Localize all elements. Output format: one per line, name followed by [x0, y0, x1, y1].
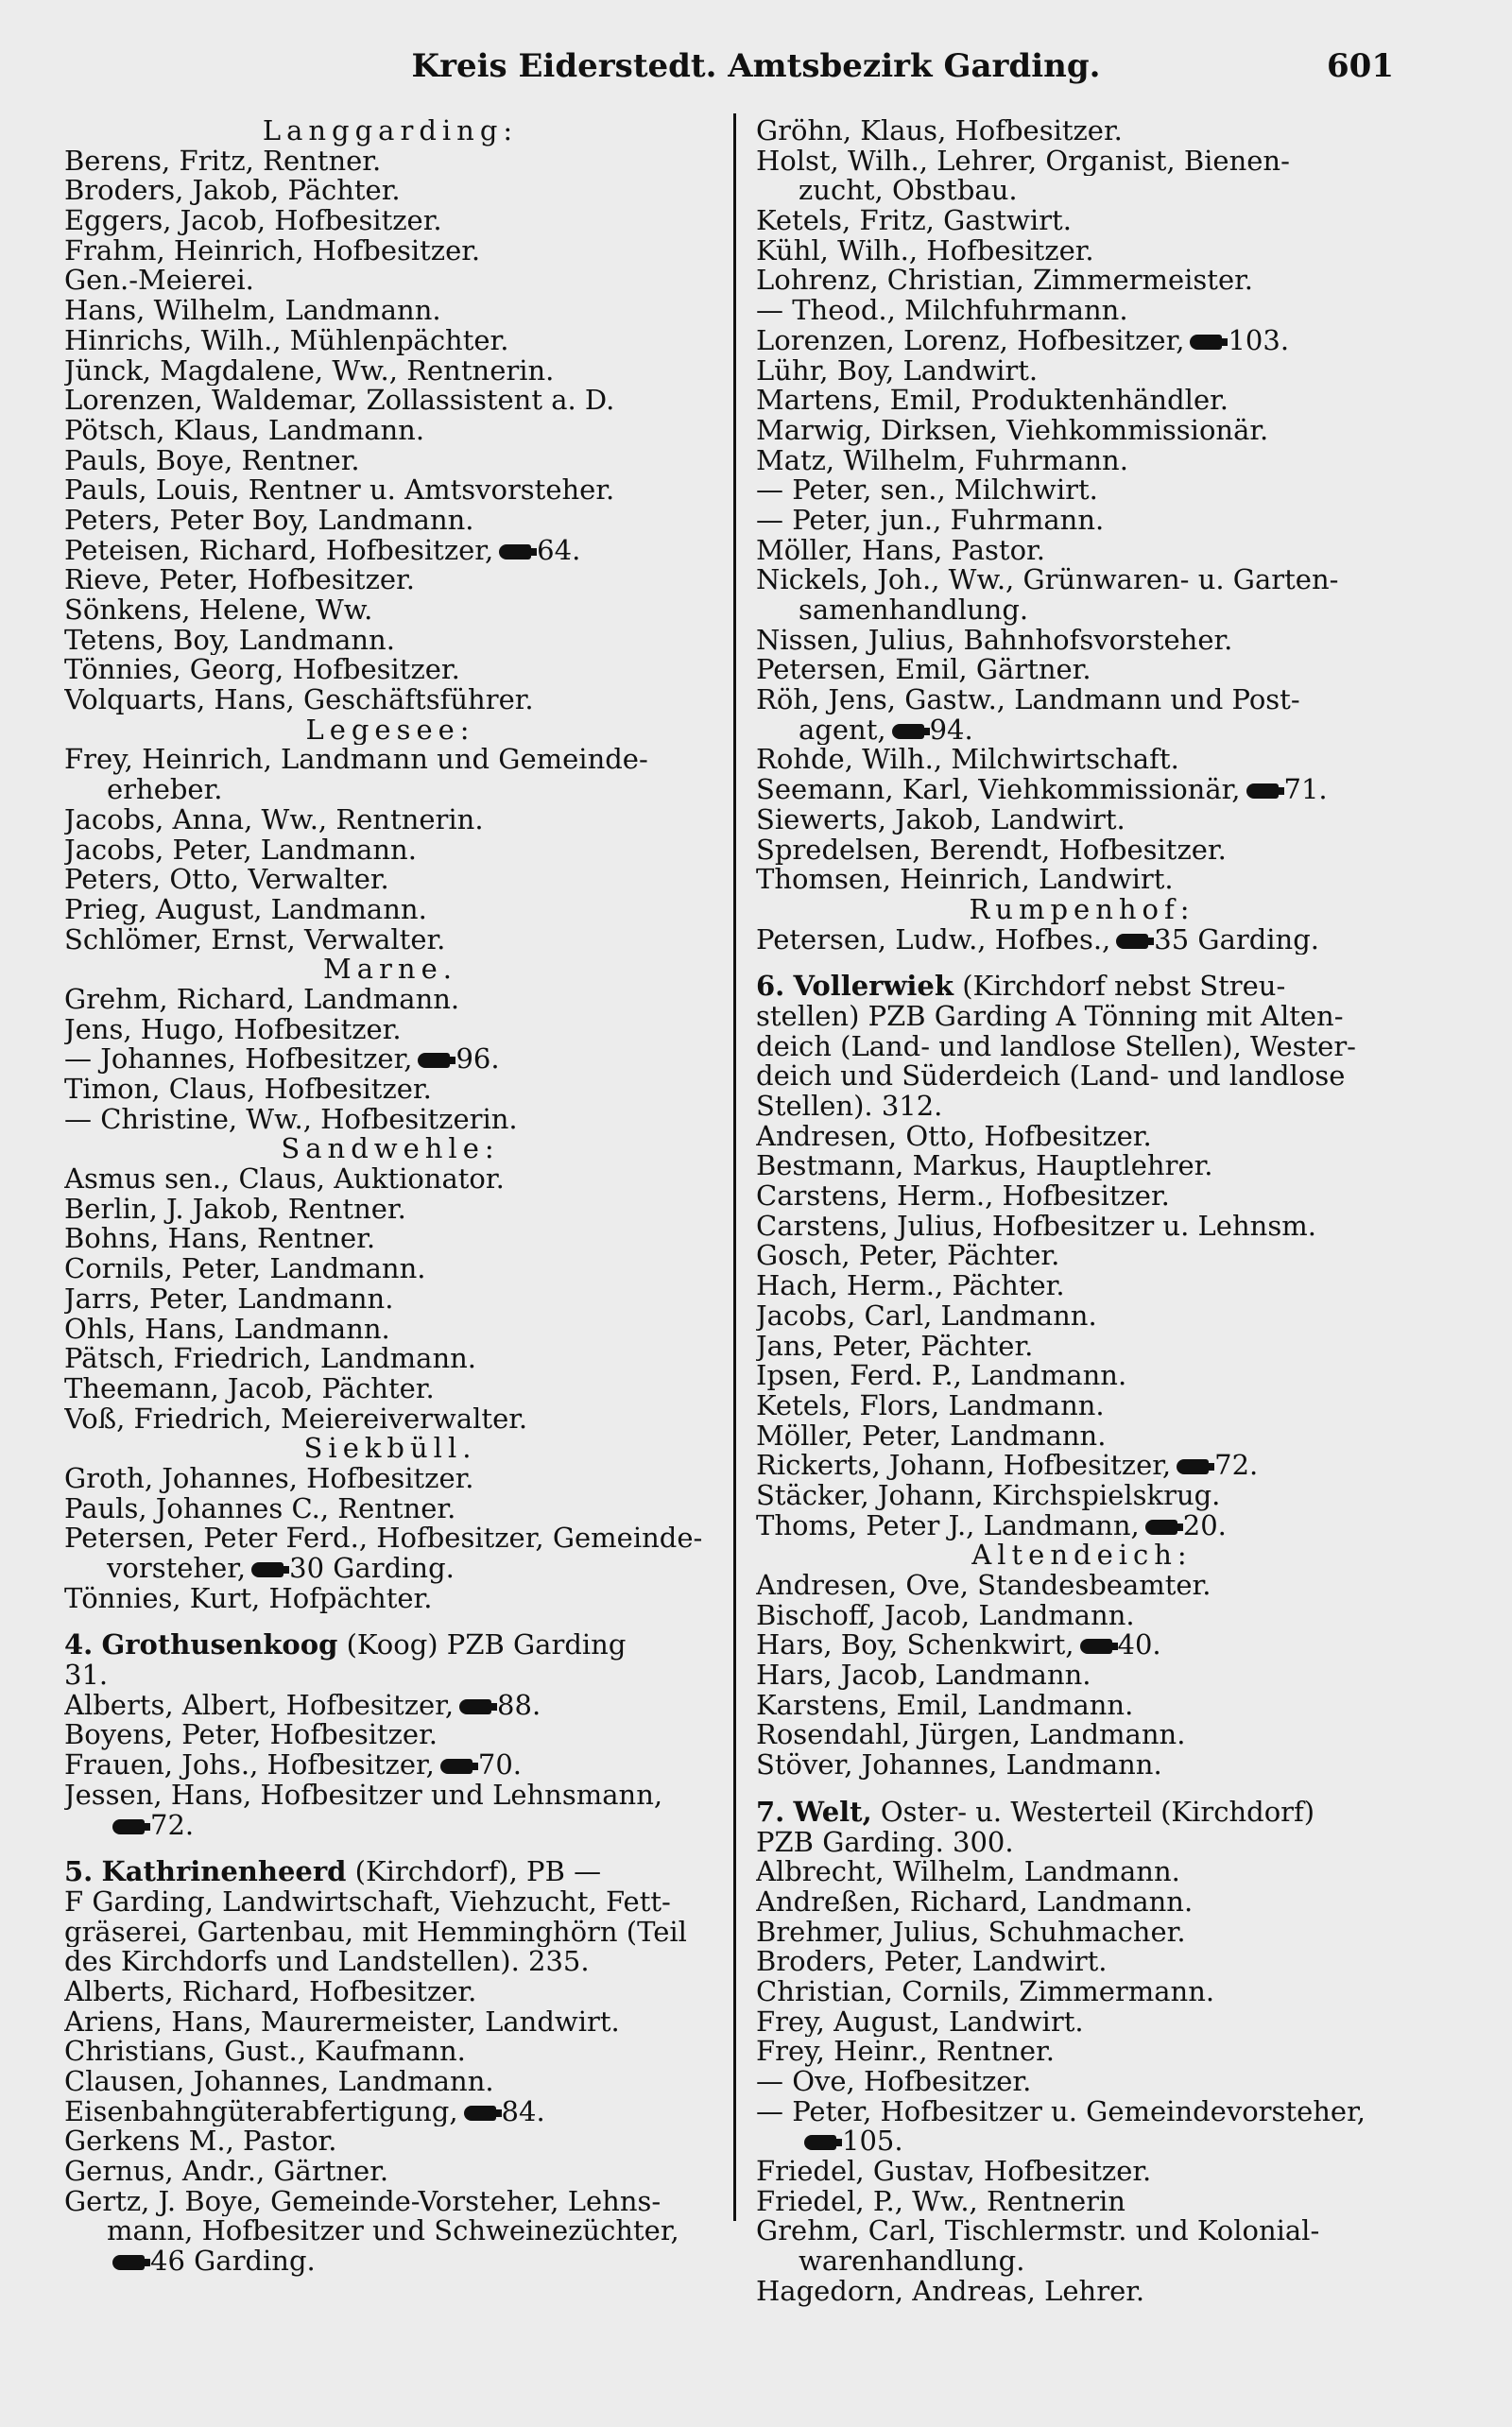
page-number: 601: [1327, 47, 1394, 85]
phone-number: 72.: [150, 1810, 195, 1841]
entry-text: Hars, Boy, Schenkwirt,: [756, 1630, 1074, 1661]
list-item: Jacobs, Anna, Ww., Rentnerin.: [64, 804, 484, 835]
list-item: Hars, Jacob, Landmann.: [756, 1661, 1091, 1691]
heading-altendeich: Altendeich:: [971, 1541, 1193, 1571]
phone-icon: [251, 1562, 284, 1577]
right-column: [756, 116, 1408, 2307]
phone-icon: [459, 1699, 491, 1714]
list-item: Thomsen, Heinrich, Landwirt.: [756, 865, 1174, 895]
left-column: [64, 116, 716, 2277]
list-item: Grehm, Richard, Landmann.: [64, 984, 460, 1015]
list-item: Voß, Friedrich, Meiereiverwalter.: [64, 1403, 528, 1435]
section-number: 6.: [756, 972, 785, 1002]
list-item: [64, 1750, 716, 1781]
list-item-continuation: mann, Hofbesitzer und Schweinezüchter,: [107, 2216, 679, 2247]
list-item: — Ove, Hofbesitzer.: [756, 2067, 1032, 2097]
list-item-continuation: [64, 2246, 716, 2277]
phone-icon: [892, 724, 924, 739]
list-item: Berens, Fritz, Rentner.: [64, 146, 382, 177]
list-item: Friedel, P., Ww., Rentnerin: [756, 2186, 1125, 2217]
section-5-info: des Kirchdorfs und Landstellen). 235.: [64, 1947, 590, 1977]
entry-text: vorsteher,: [107, 1554, 247, 1584]
list-item: Broders, Jakob, Pächter.: [64, 176, 401, 207]
list-item: [64, 536, 716, 566]
entry-text: — Johannes, Hofbesitzer,: [64, 1044, 413, 1075]
list-item: Gosch, Peter, Pächter.: [756, 1241, 1060, 1272]
entry-text: Peteisen, Richard, Hofbesitzer,: [64, 535, 494, 566]
list-item: Sönkens, Helene, Ww.: [64, 595, 373, 626]
entry-text: agent,: [799, 714, 886, 746]
list-item: Ipsen, Ferd. P., Landmann.: [756, 1361, 1127, 1391]
list-item: Holst, Wilh., Lehrer, Organist, Bienen-: [756, 146, 1290, 177]
list-item: Peters, Otto, Verwalter.: [64, 865, 389, 895]
place-name: Grothusenkoog: [101, 1630, 338, 1661]
phone-icon: [804, 2135, 836, 2150]
list-item: Albrecht, Wilhelm, Landmann.: [756, 1857, 1180, 1887]
list-item: Asmus sen., Claus, Auktionator.: [64, 1164, 505, 1195]
list-item: Jans, Peter, Pächter.: [756, 1331, 1034, 1362]
list-item: Jarrs, Peter, Landmann.: [64, 1283, 394, 1315]
list-item: Rohde, Wilh., Milchwirtschaft.: [756, 745, 1179, 776]
list-item: Hagedorn, Andreas, Lehrer.: [756, 2276, 1145, 2307]
phone-icon: [1080, 1639, 1112, 1654]
list-item: Nissen, Julius, Bahnhofsvorsteher.: [756, 625, 1233, 656]
list-item: Lohrenz, Christian, Zimmermeister.: [756, 266, 1254, 297]
phone-number: 46 Garding.: [150, 2246, 316, 2277]
list-item: Petersen, Emil, Gärtner.: [756, 655, 1091, 686]
entry-text: Seemann, Karl, Viehkommissionär,: [756, 775, 1241, 805]
list-item: Tönnies, Georg, Hofbesitzer.: [64, 655, 460, 686]
phone-icon: [464, 2106, 496, 2121]
list-item: [756, 775, 1408, 805]
list-item: Ketels, Flors, Landmann.: [756, 1390, 1105, 1421]
place-name: Welt,: [793, 1797, 872, 1828]
list-item: Carstens, Julius, Hofbesitzer u. Lehnsm.: [756, 1211, 1316, 1242]
phone-icon: [499, 544, 531, 559]
list-item: Grehm, Carl, Tischlermstr. und Kolonial-: [756, 2216, 1320, 2247]
list-item: Pauls, Louis, Rentner u. Amtsvorsteher.: [64, 475, 615, 506]
phone-number: 40.: [1117, 1630, 1161, 1661]
list-item: [64, 1691, 716, 1721]
list-item: Lühr, Boy, Landwirt.: [756, 355, 1039, 387]
list-item: Rosendahl, Jürgen, Landmann.: [756, 1720, 1186, 1751]
section-6-info: deich (Land- und landlose Stellen), Wester-: [756, 1031, 1356, 1062]
entry-text: Thoms, Peter J., Landmann,: [756, 1510, 1140, 1541]
list-item: Andreßen, Richard, Landmann.: [756, 1886, 1194, 1918]
list-item: Alberts, Richard, Hofbesitzer.: [64, 1976, 477, 2007]
section-7-info: PZB Garding. 300.: [756, 1827, 1014, 1858]
list-item: Frey, Heinr., Rentner.: [756, 2037, 1055, 2067]
list-item: Gröhn, Klaus, Hofbesitzer.: [756, 116, 1123, 146]
phone-number: 84.: [501, 2096, 545, 2127]
list-item-continuation: zucht, Obstbau.: [799, 176, 1018, 207]
heading-langgarding: Langgarding:: [262, 116, 519, 146]
phone-number: 20.: [1182, 1510, 1227, 1541]
list-item: Marwig, Dirksen, Viehkommissionär.: [756, 415, 1269, 446]
phone-icon: [1177, 1459, 1209, 1474]
section-4-title: [64, 1630, 716, 1661]
list-item: [756, 925, 1408, 955]
list-item: Tönnies, Kurt, Hofpächter.: [64, 1583, 433, 1614]
list-item: Andresen, Ove, Standesbeamter.: [756, 1571, 1211, 1601]
entry-text: Lorenzen, Lorenz, Hofbesitzer,: [756, 325, 1185, 356]
list-item: Frahm, Heinrich, Hofbesitzer.: [64, 235, 481, 267]
page-header: [0, 47, 1512, 95]
list-item: Hinrichs, Wilh., Mühlenpächter.: [64, 325, 509, 356]
section-4-info: 31.: [64, 1661, 109, 1691]
phone-number: 70.: [477, 1750, 523, 1781]
phone-icon: [112, 1819, 145, 1834]
list-item: Jacobs, Peter, Landmann.: [64, 835, 417, 866]
list-item-continuation: [756, 2126, 1408, 2157]
phone-icon: [1246, 783, 1279, 799]
section-5-title: [64, 1857, 716, 1887]
list-item-continuation: [64, 1554, 716, 1584]
list-item: Eggers, Jacob, Hofbesitzer.: [64, 206, 442, 236]
list-item-continuation: [64, 1811, 716, 1841]
phone-icon: [1190, 335, 1222, 350]
list-item: — Peter, jun., Fuhrmann.: [756, 505, 1105, 536]
list-item: Theemann, Jacob, Pächter.: [64, 1373, 435, 1404]
list-item: Carstens, Herm., Hofbesitzer.: [756, 1181, 1170, 1212]
list-item: Volquarts, Hans, Geschäftsführer.: [64, 685, 534, 715]
list-item: Friedel, Gustav, Hofbesitzer.: [756, 2157, 1152, 2187]
list-item: Matz, Wilhelm, Fuhrmann.: [756, 445, 1128, 476]
list-item: Prieg, August, Landmann.: [64, 894, 427, 925]
list-item: Boyens, Peter, Hofbesitzer.: [64, 1720, 438, 1751]
entry-text: Alberts, Albert, Hofbesitzer,: [64, 1690, 455, 1721]
section-6-info: Stellen). 312.: [756, 1092, 943, 1122]
list-item: — Christine, Ww., Hofbesitzerin.: [64, 1104, 518, 1135]
list-item: Schlömer, Ernst, Verwalter.: [64, 924, 446, 955]
section-6-title: [756, 972, 1408, 1002]
section-6-info: stellen) PZB Garding A Tönning mit Alten-: [756, 1001, 1344, 1032]
entry-text: Eisenbahngüterabfertigung,: [64, 2096, 458, 2127]
list-item: Petersen, Peter Ferd., Hofbesitzer, Gemeinde-: [64, 1523, 703, 1554]
list-item: Timon, Claus, Hofbesitzer.: [64, 1075, 432, 1105]
list-item: Spredelsen, Berendt, Hofbesitzer.: [756, 835, 1227, 866]
list-item: Christians, Gust., Kaufmann.: [64, 2037, 466, 2067]
phone-icon: [440, 1759, 472, 1774]
phone-number: 96.: [455, 1044, 500, 1075]
list-item: Jens, Hugo, Hofbesitzer.: [64, 1014, 402, 1045]
list-item: Pauls, Boye, Rentner.: [64, 445, 360, 476]
list-item: Tetens, Boy, Landmann.: [64, 625, 395, 656]
phone-number: 30 Garding.: [289, 1554, 455, 1584]
list-item-continuation: warenhandlung.: [799, 2246, 1025, 2277]
heading-legesee: Legesee:: [305, 714, 475, 746]
list-item: Rieve, Peter, Hofbesitzer.: [64, 565, 415, 595]
list-item: Broders, Peter, Landwirt.: [756, 1947, 1108, 1977]
list-item: Siewerts, Jakob, Landwirt.: [756, 804, 1125, 835]
list-item: Jessen, Hans, Hofbesitzer und Lehnsmann,: [64, 1780, 663, 1811]
entry-text: Rickerts, Johann, Hofbesitzer,: [756, 1451, 1172, 1481]
list-item-continuation: erheber.: [107, 775, 223, 805]
list-item: Gernus, Andr., Gärtner.: [64, 2157, 389, 2187]
heading-marne: Marne.: [323, 955, 457, 985]
list-item: Groth, Johannes, Hofbesitzer.: [64, 1463, 474, 1494]
section-number: 4.: [64, 1630, 94, 1661]
section-number: 5.: [64, 1857, 94, 1887]
list-item: Karstens, Emil, Landmann.: [756, 1690, 1134, 1721]
entry-text: Frauen, Johs., Hofbesitzer,: [64, 1750, 435, 1781]
entry-text: Petersen, Ludw., Hofbes.,: [756, 924, 1111, 955]
section-info: (Kirchdorf), PB —: [354, 1857, 602, 1887]
phone-icon: [418, 1053, 450, 1068]
list-item: Lorenzen, Waldemar, Zollassistent a. D.: [64, 386, 615, 416]
list-item: — Peter, Hofbesitzer u. Gemeindevorsteher,: [756, 2096, 1366, 2127]
list-item: Andresen, Otto, Hofbesitzer.: [756, 1121, 1152, 1152]
phone-icon: [1116, 934, 1148, 949]
list-item: Ohls, Hans, Landmann.: [64, 1314, 390, 1345]
section-info: Oster- u. Westerteil (Kirchdorf): [880, 1797, 1315, 1828]
column-divider: [733, 113, 736, 2221]
list-item: Hach, Herm., Pächter.: [756, 1271, 1065, 1301]
section-5-info: gräserei, Gartenbau, mit Hemminghörn (Teil: [64, 1917, 687, 1948]
list-item: Ketels, Fritz, Gastwirt.: [756, 206, 1072, 236]
list-item: Stöver, Johannes, Landmann.: [756, 1750, 1162, 1781]
section-info: (Kirchdorf nebst Streu-: [962, 972, 1286, 1002]
list-item: Pauls, Johannes C., Rentner.: [64, 1493, 456, 1524]
place-name: Vollerwiek: [793, 972, 954, 1002]
section-6-info: deich und Süderdeich (Land- und landlose: [756, 1061, 1346, 1092]
list-item: Stäcker, Johann, Kirchspielskrug.: [756, 1480, 1221, 1511]
phone-icon: [1145, 1520, 1177, 1535]
list-item: Pätsch, Friedrich, Landmann.: [64, 1344, 477, 1374]
list-item: Bohns, Hans, Rentner.: [64, 1224, 376, 1255]
list-item: Berlin, J. Jakob, Rentner.: [64, 1194, 406, 1225]
phone-number: 35 Garding.: [1154, 924, 1320, 955]
list-item: — Peter, sen., Milchwirt.: [756, 475, 1098, 506]
list-item: [64, 1044, 716, 1075]
page-title: Kreis Eiderstedt. Amtsbezirk Garding.: [411, 47, 1101, 85]
list-item-continuation: [756, 715, 1408, 746]
list-item: Peters, Peter Boy, Landmann.: [64, 505, 474, 536]
list-item: [756, 326, 1408, 356]
list-item: — Theod., Milchfuhrmann.: [756, 296, 1128, 326]
list-item: Gerkens M., Pastor.: [64, 2126, 337, 2158]
list-item: Pötsch, Klaus, Landmann.: [64, 415, 425, 446]
list-item: Kühl, Wilh., Hofbesitzer.: [756, 235, 1094, 267]
phone-number: 103.: [1228, 325, 1290, 356]
list-item: [756, 1630, 1408, 1661]
list-item: Bestmann, Markus, Hauptlehrer.: [756, 1151, 1213, 1182]
list-item: Brehmer, Julius, Schuhmacher.: [756, 1917, 1186, 1948]
list-item: Martens, Emil, Produktenhändler.: [756, 386, 1228, 416]
phone-number: 71.: [1283, 775, 1328, 805]
list-item: Frey, August, Landwirt.: [756, 2006, 1084, 2038]
list-item: Möller, Hans, Pastor.: [756, 535, 1045, 566]
phone-number: 88.: [497, 1690, 541, 1721]
list-item: Gertz, J. Boye, Gemeinde-Vorsteher, Lehns-: [64, 2186, 662, 2217]
list-item: [756, 1511, 1408, 1541]
phone-number: 64.: [537, 535, 581, 566]
list-item: Jünck, Magdalene, Ww., Rentnerin.: [64, 355, 555, 387]
section-number: 7.: [756, 1797, 785, 1828]
list-item: Hans, Wilhelm, Landmann.: [64, 296, 441, 326]
list-item: Frey, Heinrich, Landmann und Gemeinde-: [64, 745, 648, 776]
list-item: Clausen, Johannes, Landmann.: [64, 2067, 494, 2097]
list-item: [756, 1451, 1408, 1481]
list-item: Christian, Cornils, Zimmermann.: [756, 1976, 1215, 2007]
heading-sandwehle: Sandwehle:: [281, 1134, 500, 1165]
phone-number: 94.: [929, 714, 973, 746]
list-item-continuation: samenhandlung.: [799, 595, 1029, 626]
list-item: Nickels, Joh., Ww., Grünwaren- u. Garten-: [756, 565, 1339, 595]
list-item: [64, 2097, 716, 2127]
list-item: Ariens, Hans, Maurermeister, Landwirt.: [64, 2006, 620, 2038]
heading-rumpenhof: Rumpenhof:: [969, 894, 1195, 925]
phone-number: 105.: [842, 2126, 903, 2158]
section-info: (Koog) PZB Garding: [346, 1630, 627, 1661]
list-item: Bischoff, Jacob, Landmann.: [756, 1600, 1135, 1631]
section-5-info: F Garding, Landwirtschaft, Viehzucht, Fett-: [64, 1886, 671, 1918]
section-7-title: [756, 1798, 1408, 1828]
list-item: Jacobs, Carl, Landmann.: [756, 1300, 1097, 1332]
list-item: Möller, Peter, Landmann.: [756, 1420, 1107, 1452]
heading-siekbuell: Siekbüll.: [303, 1434, 477, 1464]
list-item: Röh, Jens, Gastw., Landmann und Post-: [756, 685, 1300, 715]
list-item: Gen.-Meierei.: [64, 266, 254, 297]
phone-number: 72.: [1214, 1451, 1259, 1481]
list-item: Cornils, Peter, Landmann.: [64, 1254, 426, 1284]
place-name: Kathrinenheerd: [101, 1857, 347, 1887]
phone-icon: [112, 2255, 145, 2270]
